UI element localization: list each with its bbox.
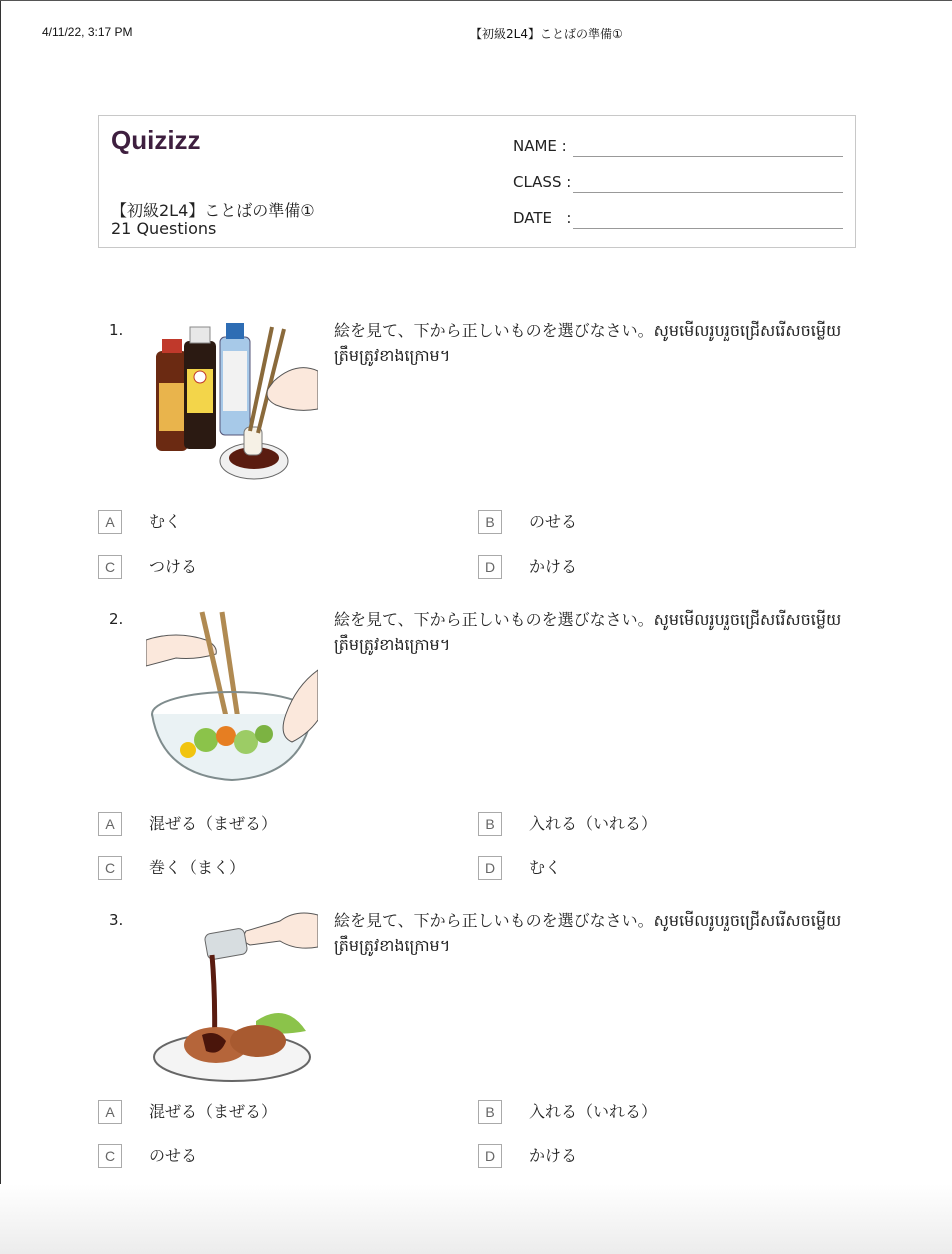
- choice-text: 入れる（いれる）: [529, 814, 658, 833]
- choice-letter: C: [98, 555, 122, 579]
- page-edge: [0, 0, 1, 1254]
- choice-letter: C: [98, 1144, 122, 1168]
- question-prompt: 絵を見て、下から正しいものを選びなさい。សូមមើលរូបរួចជ្រើសរើសចម្លើយត្រឹមត្រូវខាងក្រោម។: [334, 610, 842, 654]
- choice-letter: B: [478, 510, 502, 534]
- choice-text: のせる: [529, 512, 578, 531]
- choice-letter: C: [98, 856, 122, 880]
- print-datetime: 4/11/22, 3:17 PM: [42, 25, 133, 39]
- salad-mixing-illustration: [146, 610, 318, 782]
- name-line: [573, 156, 843, 157]
- choice-text: 入れる（いれる）: [529, 1102, 658, 1121]
- quiz-header: [98, 115, 856, 248]
- page-footer-shade: [0, 1184, 952, 1254]
- choice-letter: D: [478, 856, 502, 880]
- class-line: [573, 192, 843, 193]
- choice-text: 巻く（まく）: [149, 858, 246, 877]
- question-number: 1.: [109, 321, 124, 339]
- quiz-title: 【初級2L4】ことばの準備①: [111, 201, 315, 220]
- sauce-bottles-dipping-illustration: [146, 321, 318, 493]
- date-label: DATE :: [513, 209, 572, 227]
- choice-letter: A: [98, 812, 122, 836]
- question-prompt: 絵を見て、下から正しいものを選びなさい。សូមមើលរូបរួចជ្រើសរើសចម្លើយត្រឹមត្រូវខាងក្រោម។: [334, 911, 842, 955]
- choice-text: かける: [529, 1146, 578, 1165]
- svg-text:Quizizz: Quizizz: [111, 125, 201, 155]
- pouring-sauce-illustration: [146, 911, 318, 1083]
- question-prompt: 絵を見て、下から正しいものを選びなさい。សូមមើលរូបរួចជ្រើសរើសចម្លើយត្រឹមត្រូវខាងក្រោម។: [334, 321, 842, 365]
- quizizz-logo: [111, 124, 209, 156]
- question-number: 3.: [109, 911, 124, 929]
- choice-letter: B: [478, 812, 502, 836]
- name-label: NAME :: [513, 137, 567, 155]
- choice-letter: D: [478, 1144, 502, 1168]
- question-count: 21 Questions: [111, 219, 217, 238]
- question-number: 2.: [109, 610, 124, 628]
- choice-letter: A: [98, 1100, 122, 1124]
- choice-text: 混ぜる（まぜる）: [149, 814, 278, 833]
- choice-letter: A: [98, 510, 122, 534]
- choice-text: むく: [149, 512, 182, 531]
- choice-text: のせる: [149, 1146, 198, 1165]
- print-doc-title: 【初級2L4】ことばの準備①: [470, 27, 623, 41]
- page-edge-top: [0, 0, 952, 1]
- class-label: CLASS :: [513, 173, 572, 191]
- date-line: [573, 228, 843, 229]
- choice-text: 混ぜる（まぜる）: [149, 1102, 278, 1121]
- choice-text: かける: [529, 557, 578, 576]
- choice-text: つける: [149, 557, 198, 576]
- choice-letter: D: [478, 555, 502, 579]
- choice-letter: B: [478, 1100, 502, 1124]
- choice-text: むく: [529, 858, 562, 877]
